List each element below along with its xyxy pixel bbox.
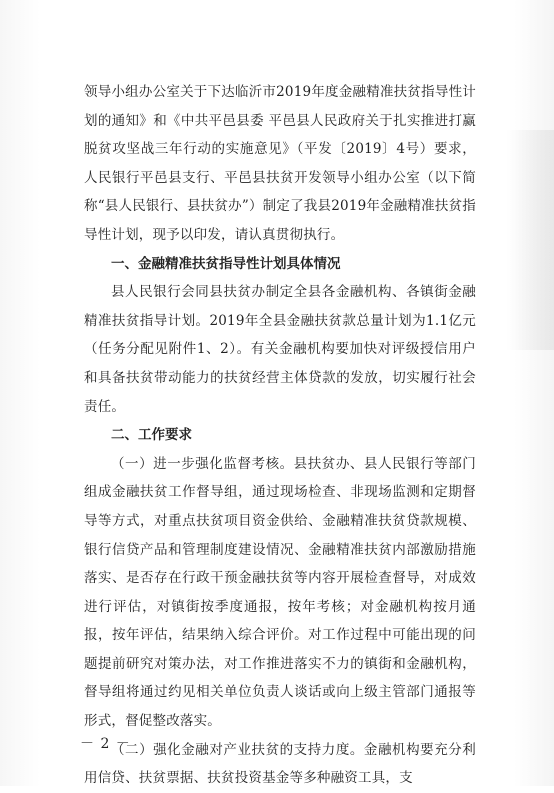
item1-paragraph: （一）进一步强化监督考核。县扶贫办、县人民银行等部门组成金融扶贫工作督导组，通过现场检查、非现场监测和定期督导等方式，对重点扶贫项目资金供给、金融精准扶贫贷款规模、银行信贷产品和管理制度建设情况、金融精准扶贫内部激励措施落实、是否存在行政干预金融扶贫等内容开展检查督导，对成效进行评估，对镇街按季度通报，按年考核；对金融机构按月通报，按年评估，结果纳入综合评价。对工作过程中可能出现的问题提前研究对策办法，对工作推进落实不力的镇街和金融机构，督导组将通过约见相关单位负责人谈话或向上级主管部门通报等形式，督促整改落实。 (84, 455, 476, 730)
section2-heading: 二、工作要求 (111, 427, 192, 444)
intro-paragraph: 领导小组办公室关于下达临沂市2019年度金融精准扶贫指导性计划的通知》和《中共平邑县委 平邑县人民政府关于扎实推进打赢脱贫攻坚战三年行动的实施意见》（平发〔2019〕4号）要求，人民银行平邑县支行、平邑县扶贫开发领导小组办公室（以下简称“县人民银行、县扶贫办”）制定了我县2019年金融精准扶贫指导性计划，现予以印发，请认真贯彻执行。 (84, 84, 476, 243)
section1-paragraph: 县人民银行会同县扶贫办制定全县各金融机构、各镇街金融精准扶贫指导计划。2019年全县金融扶贫款总量计划为1.1亿元（任务分配见附件1、2）。有关金融机构要加快对评级授信用户和具备扶贫带动能力的扶贫经营主体贷款的发放，切实履行社会责任。 (84, 284, 476, 415)
page-number: － 2 － (80, 736, 131, 752)
item2-paragraph: （二）强化金融对产业扶贫的支持力度。金融机构要充分利用信贷、扶贫票据、扶贫投资基金等多种融资工具，支 (84, 741, 476, 787)
section1-heading: 一、金融精准扶贫指导性计划具体情况 (111, 255, 341, 272)
scan-bleed-shadow (506, 130, 554, 350)
document-body (84, 78, 476, 793)
